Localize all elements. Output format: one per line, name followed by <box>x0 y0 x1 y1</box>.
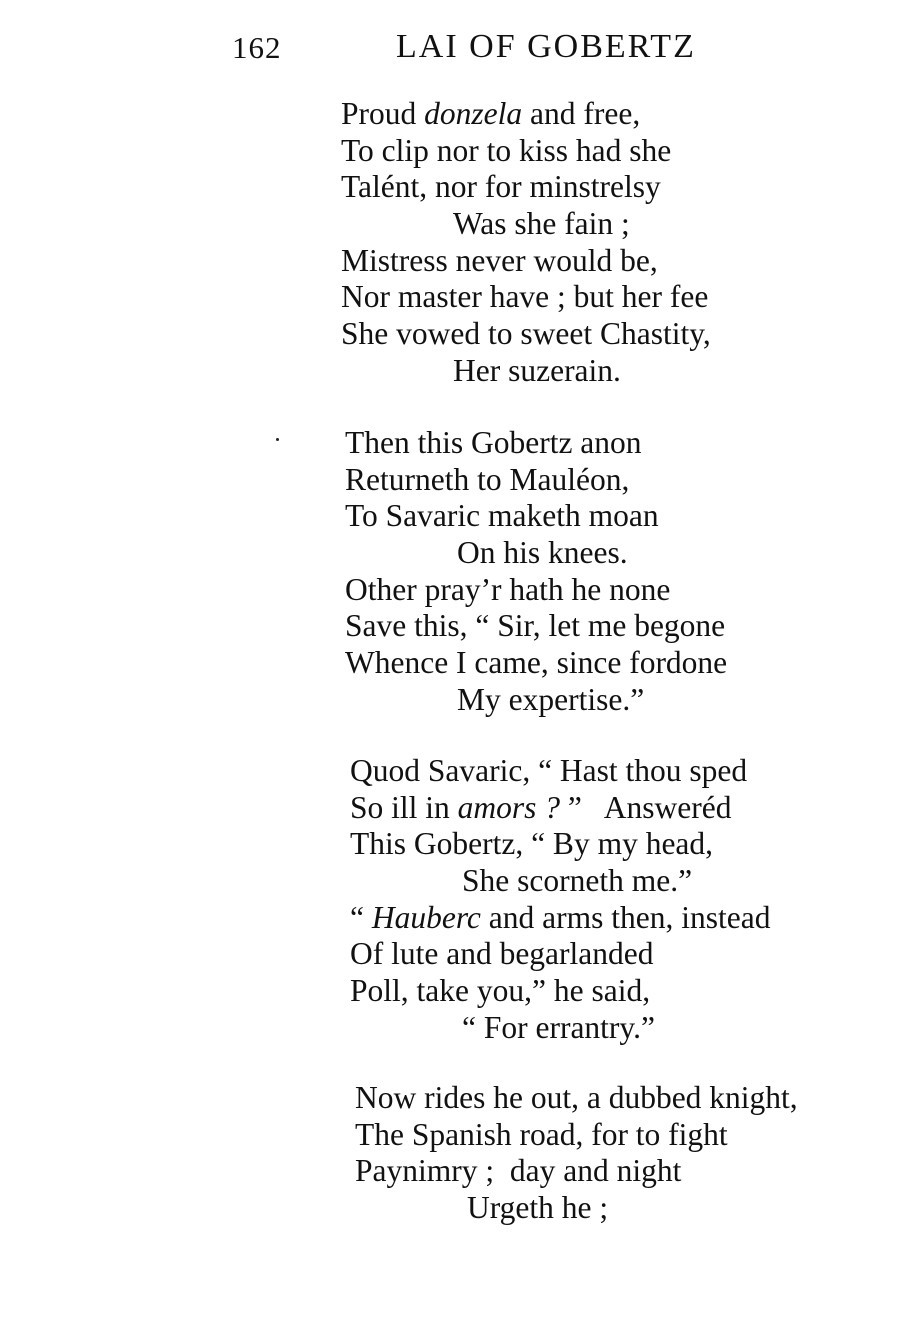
verse-line: Proud donzela and free, <box>341 96 641 131</box>
stanza-1 <box>341 96 900 390</box>
verse-line: The Spanish road, for to fight <box>355 1116 728 1152</box>
verse-line: This Gobertz, “ By my head, <box>350 826 714 862</box>
verse-line: Now rides he out, a dubbed knight, <box>355 1080 798 1115</box>
stanza-2 <box>345 425 900 719</box>
verse-line: Returneth to Mauléon, <box>345 461 630 497</box>
stray-mark <box>276 438 279 441</box>
verse-line: Other pray’r hath he none <box>345 571 671 607</box>
verse-line: Then this Gobertz anon <box>345 425 642 460</box>
verse-line: So ill in amors ? ” Answeréd <box>350 789 732 825</box>
verse-line: Was she fain ; <box>453 206 630 242</box>
verse-line: Whence I came, since fordone <box>345 645 728 681</box>
verse-line: Her suzerain. <box>453 352 621 388</box>
verse-line: Mistress never would be, <box>341 242 658 278</box>
verse-line: Urgeth he ; <box>467 1190 609 1226</box>
verse-line: Save this, “ Sir, let me begone <box>345 608 726 644</box>
stanza-3 <box>350 753 900 1047</box>
verse-line: On his knees. <box>457 535 628 571</box>
verse-line: She scorneth me.” <box>462 863 693 899</box>
verse-line: “ For errantry.” <box>462 1009 655 1045</box>
verse-line: My expertise.” <box>457 681 645 717</box>
verse-line: She vowed to sweet Chastity, <box>341 316 711 352</box>
page-number: 162 <box>232 30 282 65</box>
verse-line: To Savaric maketh moan <box>345 498 659 534</box>
running-title: LAI OF GOBERTZ <box>396 28 696 65</box>
verse-line: Talént, nor for minstrelsy <box>341 169 661 205</box>
verse-line: “ Hauberc and arms then, instead <box>350 899 771 935</box>
verse-line: Quod Savaric, “ Hast thou sped <box>350 753 748 788</box>
verse-line: Of lute and begarlanded <box>350 936 654 972</box>
verse-line: Paynimry ; day and night <box>355 1153 682 1189</box>
verse-line: To clip nor to kiss had she <box>341 132 672 168</box>
stanza-4 <box>355 1080 900 1227</box>
verse-line: Nor master have ; but her fee <box>341 279 709 315</box>
verse-line: Poll, take you,” he said, <box>350 973 651 1009</box>
